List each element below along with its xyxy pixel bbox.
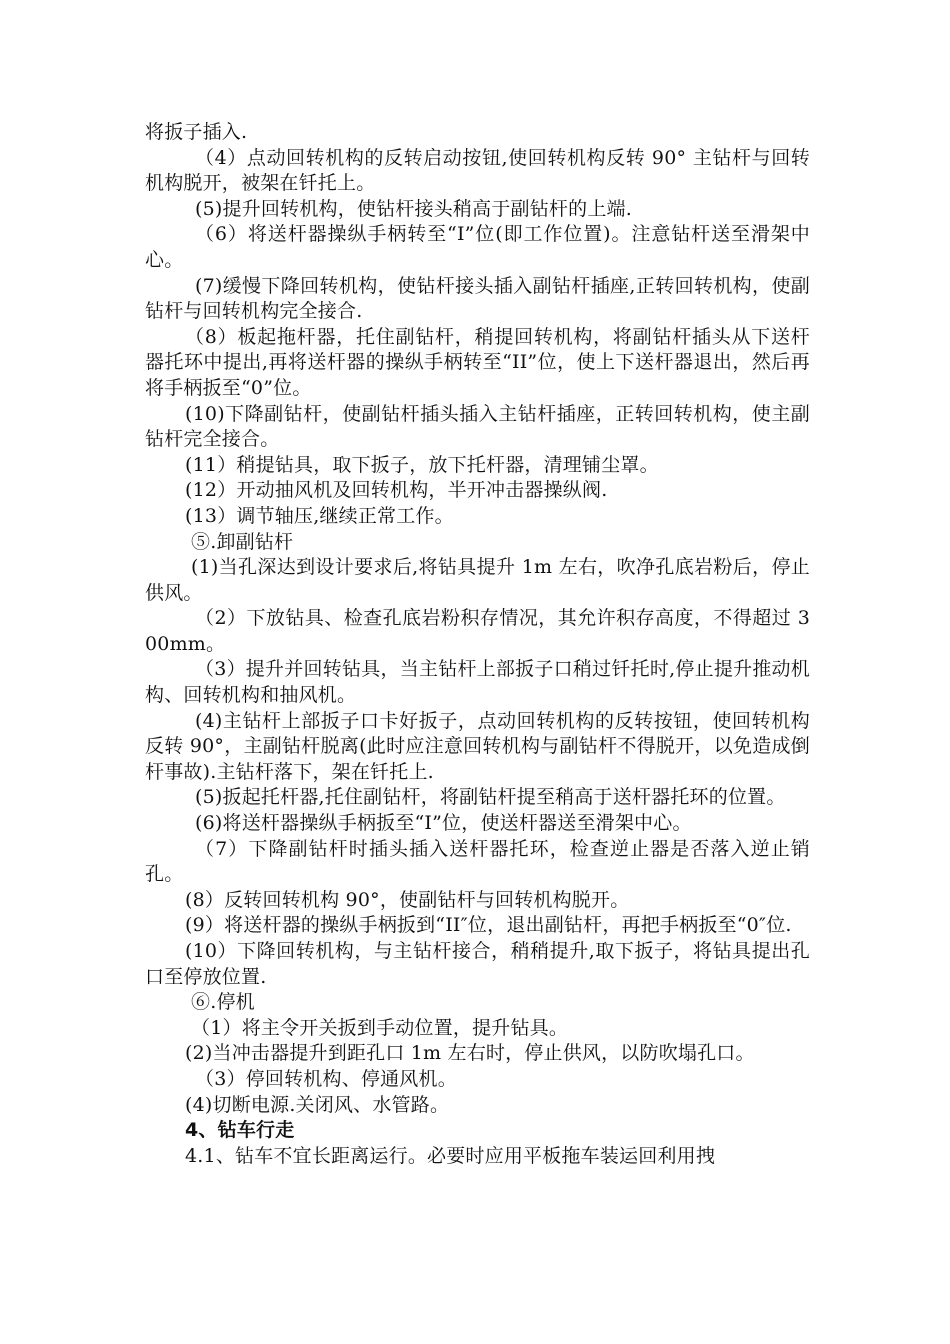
paragraph-shutdown-step-3: （3）停回转机构、停通风机。 [195, 1067, 457, 1090]
paragraph-remove-step-5: (5)扳起托杆器,托住副钻杆，将副钻杆提至稍高于送杆器托环的位置。 [195, 786, 786, 809]
section-heading-remove-rod: ⑤.卸副钻杆 [191, 530, 294, 553]
paragraph-remove-step-4: (4)主钻杆上部扳子口卡好扳子，点动回转机构的反转按钮，使回转机构反转 90°，主副钻杆脱离(此时应注意回转机构与副钻杆不得脱开，以免造成倒杆事故).主钻杆落下，架在钎托上. [145, 709, 810, 783]
paragraph-shutdown-step-2: (2)当冲击器提升到距孔口 1m 左右时，停止供风，以防吹塌孔口。 [185, 1042, 755, 1065]
paragraph-continuation: 将扳子插入. [145, 121, 248, 143]
section-heading-rig-travel: 4、钻车行走 [185, 1119, 295, 1142]
paragraph-remove-step-1: (1)当孔深达到设计要求后,将钻具提升 1m 左右，吹净孔底岩粉后，停止供风。 [145, 556, 810, 604]
paragraph-remove-step-7: （7）下降副钻杆时插头插入送杆器托环，检查逆止器是否落入逆止销孔。 [145, 837, 810, 886]
paragraph-step-11: (11）稍提钻具，取下扳子，放下托杆器，清理铺尘罩。 [185, 453, 659, 476]
paragraph-step-5: (5)提升回转机构，使钻杆接头稍高于副钻杆的上端. [195, 197, 632, 220]
paragraph-step-4: （4）点动回转机构的反转启动按钮,使回转机构反转 90° 主钻杆与回转机构脱开，被架在钎托上。 [145, 146, 810, 195]
paragraph-step-6: （6）将送杆器操纵手柄转至“I”位(即工作位置)。注意钻杆送至滑架中心。 [145, 223, 810, 271]
paragraph-remove-step-2: （2）下放钻具、检查孔底岩粉积存情况，其允许积存高度，不得超过 300mm。 [145, 607, 810, 655]
paragraph-shutdown-step-1: （1）将主令开关扳到手动位置，提升钻具。 [191, 1016, 569, 1039]
paragraph-remove-step-8: (8）反转回转机构 90°，使副钻杆与回转机构脱开。 [185, 888, 630, 911]
paragraph-step-7: (7)缓慢下降回转机构，使钻杆接头插入副钻杆插座,正转回转机构，使副钻杆与回转机构完全接合. [145, 274, 810, 323]
paragraph-remove-step-10: (10）下降回转机构，与主钻杆接合，稍稍提升,取下扳子，将钻具提出孔口至停放位置. [145, 940, 810, 988]
paragraph-remove-step-3: （3）提升并回转钻具，当主钻杆上部扳子口稍过钎托时,停止提升推动机构、回转机构和抽风机。 [145, 658, 810, 707]
paragraph-step-10: (10)下降副钻杆，使副钻杆插头插入主钻杆插座，正转回转机构，使主副钻杆完全接合。 [145, 402, 810, 451]
document-body [145, 120, 810, 1169]
paragraph-remove-step-9: (9）将送杆器的操纵手柄扳到“II″位，退出副钻杆，再把手柄扳至“0″位. [185, 914, 792, 937]
paragraph-travel-4-1: 4.1、钻车不宜长距离运行。必要时应用平板拖车装运回利用拽 [185, 1144, 716, 1167]
paragraph-step-12: (12）开动抽风机及回转机构，半开冲击器操纵阀. [185, 479, 608, 502]
paragraph-step-8: （8）板起拖杆器，托住副钻杆，稍提回转机构，将副钻杆插头从下送杆器托环中提出,再将送杆器的操纵手柄转至“II”位，使上下送杆器退出，然后再将手柄扳至“0”位。 [145, 325, 810, 399]
paragraph-step-13: (13）调节轴压,继续正常工作。 [185, 504, 454, 527]
section-heading-shutdown: ⑥.停机 [191, 991, 255, 1014]
paragraph-shutdown-step-4: (4)切断电源.关闭风、水管路。 [185, 1093, 450, 1116]
paragraph-remove-step-6: (6)将送杆器操纵手柄扳至“I”位，使送杆器送至滑架中心。 [195, 812, 692, 835]
